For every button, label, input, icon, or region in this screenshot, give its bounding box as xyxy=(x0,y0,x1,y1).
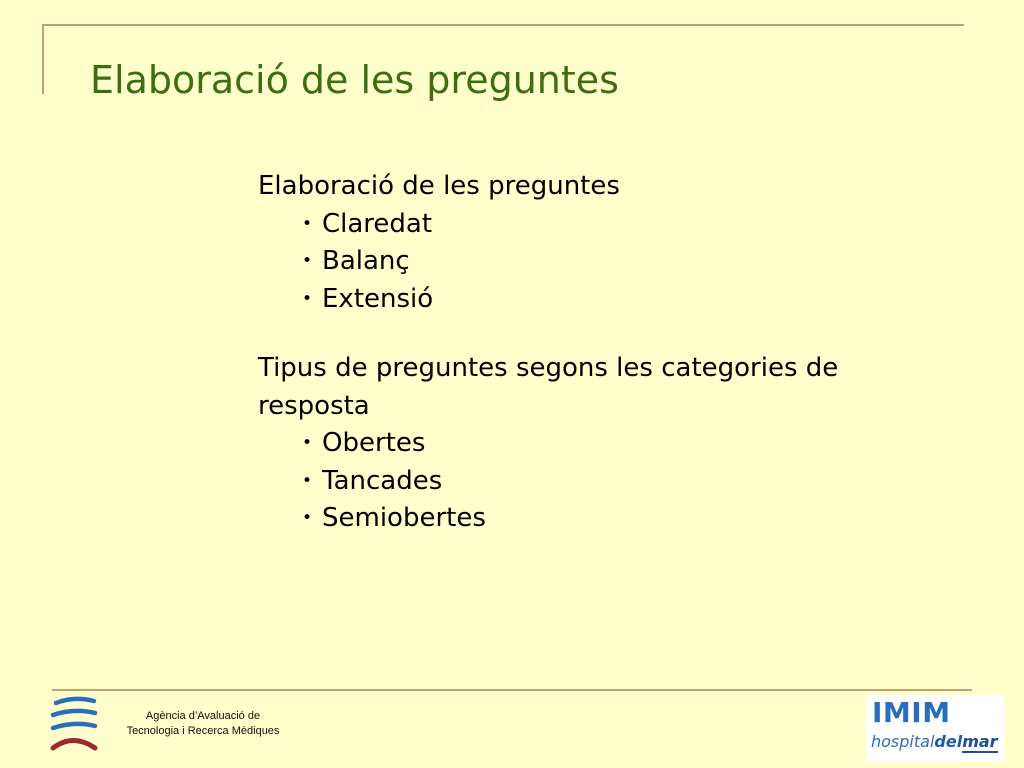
imim-wordmark: IMIM xyxy=(872,696,951,729)
bullet-icon: • xyxy=(302,251,313,271)
wordmark-hospital: hospital xyxy=(871,732,935,751)
list-item xyxy=(258,463,958,501)
bullet-icon: • xyxy=(302,288,313,309)
list-item xyxy=(258,281,958,319)
agency-name-line2: Tecnologia i Recerca Mèdiques xyxy=(126,725,280,737)
section-question-types xyxy=(258,350,958,538)
list-item xyxy=(258,500,958,538)
list-item xyxy=(258,425,958,463)
agency-name-line1: Agència d’Avaluació de xyxy=(145,710,261,722)
agency-name xyxy=(113,709,293,739)
list-item-text: Extensió xyxy=(322,283,434,314)
bullet-icon: • xyxy=(302,508,313,528)
bullet-icon: • xyxy=(302,213,313,234)
section-heading: Tipus de preguntes segons les categories de resposta xyxy=(258,353,839,421)
footer-rule xyxy=(52,689,972,691)
list-item-text: Claredat xyxy=(322,208,433,239)
bullet-icon: • xyxy=(302,470,313,491)
top-vertical-rule xyxy=(42,24,44,94)
slide-body xyxy=(258,168,958,538)
slide-title: Elaboració de les preguntes xyxy=(90,58,619,102)
wordmark-mar: mar xyxy=(962,732,998,751)
agency-logo-icon xyxy=(48,695,100,753)
section-heading: Elaboració de les preguntes xyxy=(258,171,620,201)
wordmark-del: del xyxy=(934,732,963,751)
top-horizontal-rule xyxy=(43,24,964,26)
list-item-text: Balanç xyxy=(322,246,410,276)
list-item xyxy=(258,243,958,281)
list-item-text: Tancades xyxy=(322,465,443,496)
imim-hospital-del-mar-logo xyxy=(866,695,1004,762)
list-item-text: Semiobertes xyxy=(322,503,486,533)
section-question-elaboration xyxy=(258,168,958,318)
hospital-del-mar-wordmark xyxy=(871,731,998,753)
bullet-icon: • xyxy=(302,433,313,453)
list-item-text: Obertes xyxy=(322,428,426,458)
list-item xyxy=(258,206,958,244)
